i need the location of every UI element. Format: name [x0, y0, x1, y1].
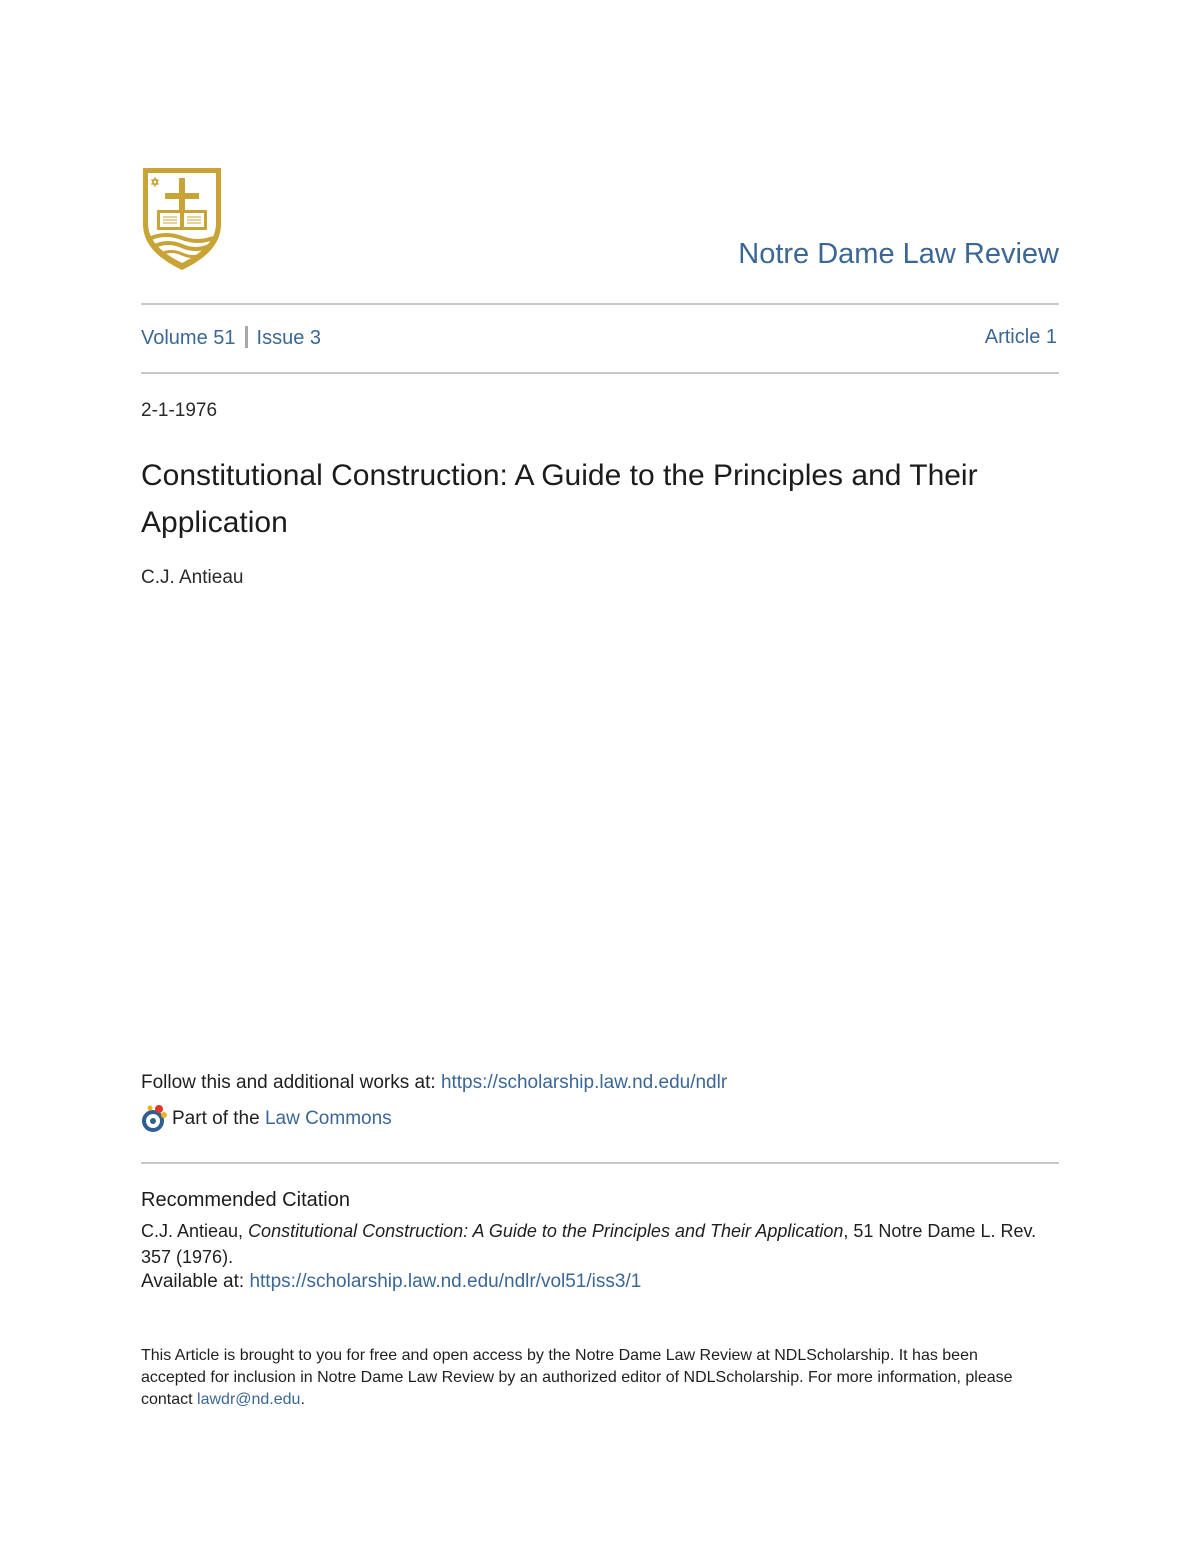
available-label: Available at:: [141, 1271, 250, 1292]
access-notice: [141, 1345, 1041, 1411]
contact-email-link[interactable]: lawdr@nd.edu: [197, 1391, 301, 1408]
law-commons-link[interactable]: Law Commons: [264, 1108, 392, 1129]
part-of-label: Part of the: [172, 1108, 260, 1129]
recommended-citation-heading: Recommended Citation: [141, 1189, 350, 1211]
journal-title-link[interactable]: Notre Dame Law Review: [738, 238, 1059, 270]
follow-line: [141, 1072, 727, 1094]
cover-page: [141, 0, 1059, 1553]
part-of-line: [141, 1104, 392, 1134]
available-at-line: [141, 1271, 641, 1293]
volume-issue-row: [141, 326, 1059, 350]
publication-date: 2-1-1976: [141, 400, 218, 421]
divider: [141, 372, 1059, 374]
article-link[interactable]: Article 1: [984, 326, 1057, 348]
volume-link[interactable]: Volume 51: [141, 327, 236, 349]
separator: [245, 326, 248, 348]
issue-link[interactable]: Issue 3: [256, 327, 321, 349]
divider: [141, 303, 1059, 305]
citation-author: C.J. Antieau,: [141, 1221, 249, 1241]
network-commons-icon: [141, 1104, 167, 1134]
article-author: C.J. Antieau: [141, 567, 244, 588]
citation-title: Constitutional Construction: A Guide to the Principles and Their Application: [248, 1221, 844, 1241]
article-title: Constitutional Construction: A Guide to the Principles and Their Application: [141, 459, 978, 539]
citation-text: [141, 1218, 1059, 1270]
divider: [141, 1162, 1059, 1164]
notre-dame-shield-icon: [141, 166, 223, 272]
available-url-link[interactable]: https://scholarship.law.nd.edu/ndlr/vol51/iss3/1: [249, 1271, 642, 1292]
notice-end: .: [300, 1391, 305, 1408]
follow-url-link[interactable]: https://scholarship.law.nd.edu/ndlr: [440, 1072, 728, 1093]
follow-label: Follow this and additional works at:: [141, 1072, 441, 1093]
notice-text: This Article is brought to you for free and open access by the Notre Dame Law Review at NDLScholarship. It has been accepted for inclusion in Notre Dame Law Review by an authorized editor of NDLScholarship. For more information, please contact: [141, 1347, 1013, 1408]
citation-rest: , 51 Notre Dame L. Rev. 357 (1976).: [141, 1221, 1037, 1267]
